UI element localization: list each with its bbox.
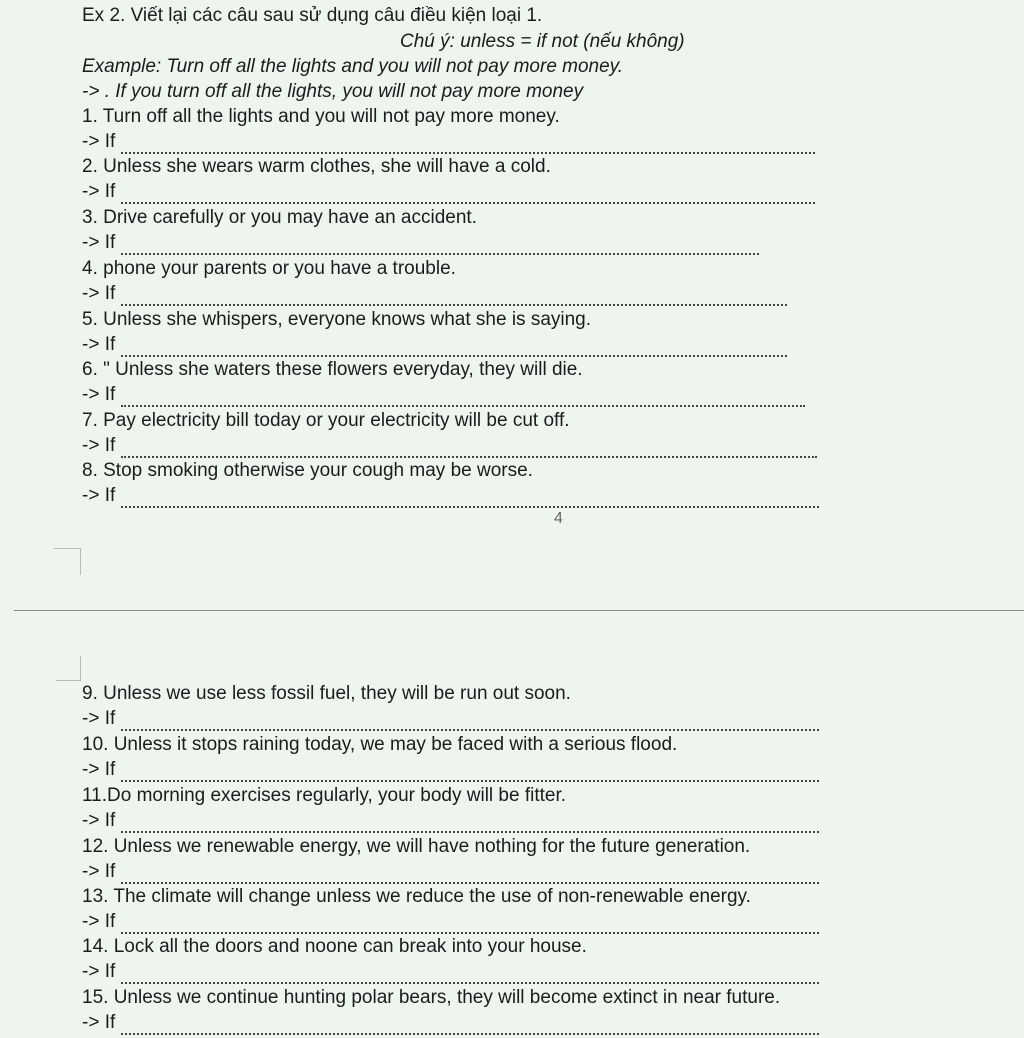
answer-line-11[interactable]: [82, 809, 819, 833]
page-corner-mark: [56, 656, 81, 681]
answer-line-6[interactable]: [82, 383, 805, 407]
answer-line-3[interactable]: [82, 231, 759, 255]
answer-prefix: -> If: [82, 232, 116, 253]
sentence-11: 11.Do morning exercises regularly, your body will be fitter.: [82, 785, 567, 806]
sentence-15: 15. Unless we continue hunting polar bears, they will become extinct in near future.: [82, 987, 781, 1008]
answer-prefix: -> If: [82, 708, 116, 729]
answer-line-9[interactable]: [82, 707, 819, 731]
sentence-6: 6. " Unless she waters these flowers everyday, they will die.: [82, 359, 583, 380]
sentence-4: 4. phone your parents or you have a trouble.: [82, 258, 456, 279]
blank-dots: [121, 337, 787, 357]
sentence-1: 1. Turn off all the lights and you will not pay more money.: [82, 106, 560, 127]
sentence-12: 12. Unless we renewable energy, we will have nothing for the future generation.: [82, 836, 751, 857]
exercise-title: Ex 2. Viết lại các câu sau sử dụng câu điều kiện loại 1.: [82, 5, 543, 26]
answer-line-12[interactable]: [82, 860, 819, 884]
blank-dots: [121, 762, 819, 782]
blank-dots: [121, 184, 815, 204]
answer-line-2[interactable]: [82, 180, 815, 204]
blank-dots: [121, 813, 819, 833]
answer-prefix: -> If: [82, 911, 116, 932]
blank-dots: [121, 1015, 819, 1035]
answer-prefix: -> If: [82, 384, 116, 405]
sentence-2: 2. Unless she wears warm clothes, she will have a cold.: [82, 156, 551, 177]
blank-dots: [121, 488, 819, 508]
answer-line-14[interactable]: [82, 960, 819, 984]
answer-line-10[interactable]: [82, 758, 819, 782]
sentence-13: 13. The climate will change unless we reduce the use of non-renewable energy.: [82, 886, 751, 907]
answer-prefix: -> If: [82, 131, 116, 152]
sentence-5: 5. Unless she whispers, everyone knows what she is saying.: [82, 309, 592, 330]
answer-prefix: -> If: [82, 334, 116, 355]
blank-dots: [121, 914, 819, 934]
answer-prefix: -> If: [82, 861, 116, 882]
blank-dots: [121, 711, 819, 731]
answer-line-13[interactable]: [82, 910, 819, 934]
page-corner-mark: [54, 548, 81, 575]
answer-prefix: -> If: [82, 435, 116, 456]
example-prompt: Example: Turn off all the lights and you will not pay more money.: [82, 56, 624, 77]
page-number: 4: [554, 510, 563, 527]
sentence-8: 8. Stop smoking otherwise your cough may be worse.: [82, 460, 533, 481]
answer-prefix: -> If: [82, 181, 116, 202]
sentence-9: 9. Unless we use less fossil fuel, they will be run out soon.: [82, 683, 571, 704]
answer-prefix: -> If: [82, 759, 116, 780]
blank-dots: [121, 964, 819, 984]
sentence-7: 7. Pay electricity bill today or your electricity will be cut off.: [82, 410, 570, 431]
answer-line-8[interactable]: [82, 484, 819, 508]
sentence-10: 10. Unless it stops raining today, we may be faced with a serious flood.: [82, 734, 678, 755]
page-break-line: [14, 610, 1024, 611]
answer-line-5[interactable]: [82, 333, 787, 357]
blank-dots: [121, 387, 805, 407]
answer-line-7[interactable]: [82, 434, 817, 458]
sentence-14: 14. Lock all the doors and noone can break into your house.: [82, 936, 587, 957]
answer-prefix: -> If: [82, 1012, 116, 1033]
example-answer: -> . If you turn off all the lights, you will not pay more money: [82, 81, 584, 102]
sentence-3: 3. Drive carefully or you may have an accident.: [82, 207, 477, 228]
blank-dots: [121, 286, 787, 306]
blank-dots: [121, 235, 759, 255]
blank-dots: [121, 438, 817, 458]
blank-dots: [121, 134, 815, 154]
answer-line-1[interactable]: [82, 130, 815, 154]
answer-line-15[interactable]: [82, 1011, 819, 1035]
answer-prefix: -> If: [82, 283, 116, 304]
answer-line-4[interactable]: [82, 282, 787, 306]
blank-dots: [121, 864, 819, 884]
answer-prefix: -> If: [82, 961, 116, 982]
answer-prefix: -> If: [82, 810, 116, 831]
answer-prefix: -> If: [82, 485, 116, 506]
grammar-note: Chú ý: unless = if not (nếu không): [400, 31, 685, 52]
